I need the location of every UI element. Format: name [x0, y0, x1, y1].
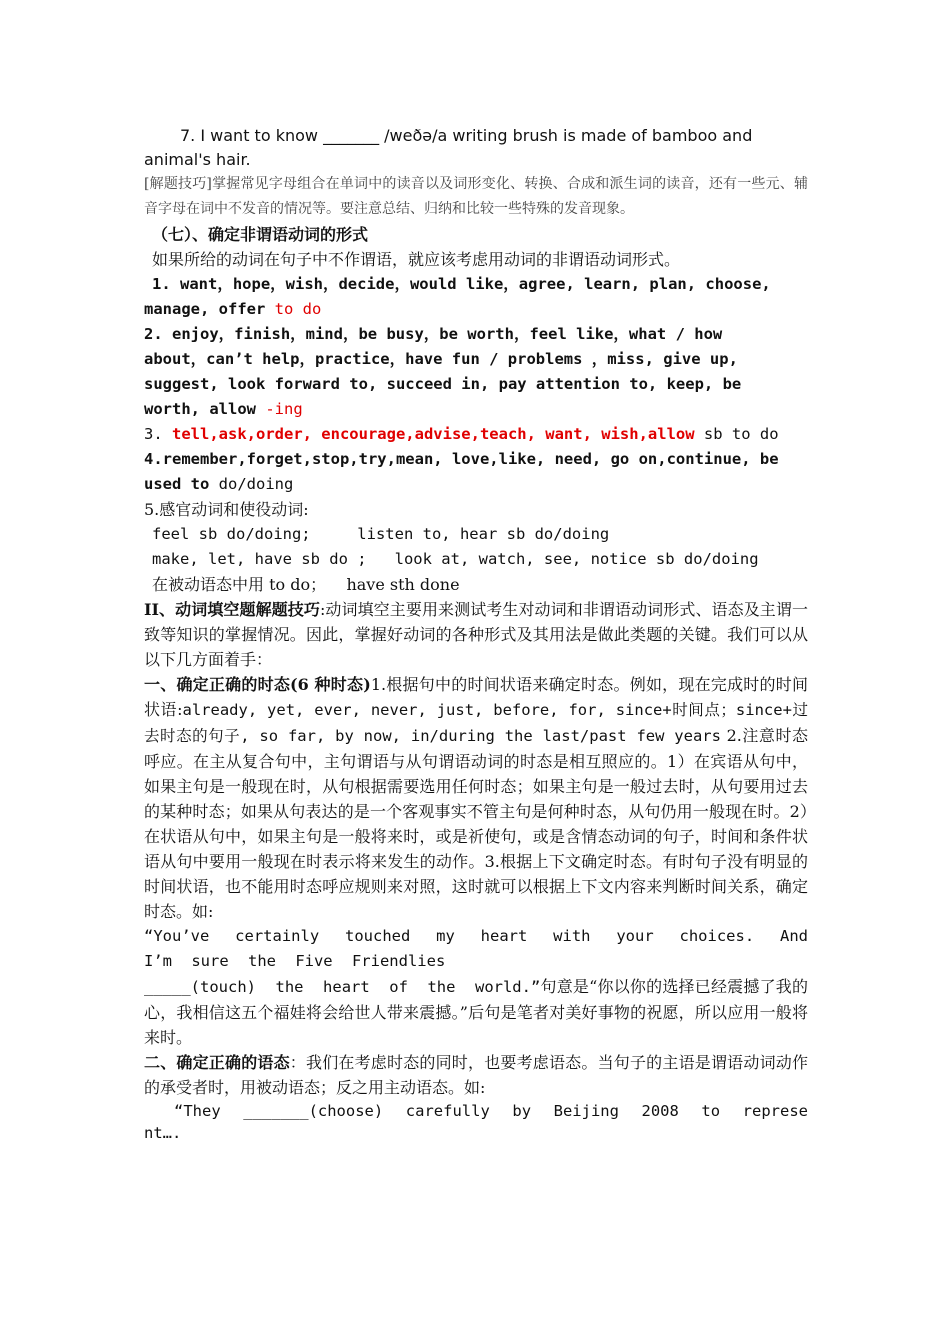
list-item-5-heading: 5.感官动词和使役动词:: [144, 500, 309, 519]
voice-heading: 二、确定正确的语态: [144, 1053, 290, 1072]
document-page: [144, 124, 808, 1144]
tense-paragraph: [144, 672, 808, 924]
list-item-4-bold: used to: [144, 475, 210, 493]
list-item-2-line-4: [144, 397, 808, 422]
question-7-line-1: 7. I want to know _______ /weðə/a writing brush is made of bamboo and: [180, 126, 753, 145]
list-item-1-highlight: to do: [274, 300, 322, 318]
tense-example-line-1: “You’ve certainly touched my heart with your choices. And: [144, 927, 808, 945]
voice-example-line-1: “They _______(choose) carefully by Beijing 2008 to represe: [174, 1102, 808, 1120]
tense-example-explanation: 句意是“你以你的选择已经震撼了我的心，我相信这五个福娃将会给世人带来震撼。”后句是笔者对美好事物的祝愿，所以应用一般将来时。: [144, 977, 808, 1047]
section-7-heading: （七）、确定非谓语动词的形式: [152, 225, 369, 244]
tense-time-adverbials: already, yet, ever, never, just, before, for, since+时间点；since+过去时态的句子, so far, by now, in/during the last/past few years: [144, 701, 808, 745]
list-item-3-number: 3.: [144, 425, 172, 443]
part-2-text: :动词填空主要用来测试考生对动词和非谓语动词形式、语态及主谓一致等知识的掌握情况。因此，掌握好动词的各种形式及其用法是做此类题的关键。我们可以从以下几方面着手：: [144, 600, 808, 669]
list-item-2-highlight: -ing: [265, 400, 303, 418]
tense-example-line-3: [144, 974, 808, 1050]
list-item-1-line-1: 1. want，hope，wish，decide，would like，agree, learn, plan, choose,: [152, 275, 771, 293]
list-item-2-line-1: 2. enjoy，finish，mind，be busy，be worth，feel like，what / how: [144, 325, 723, 343]
voice-text: ：我们在考虑时态的同时，也要考虑语态。当句子的主语是谓语动词动作的承受者时，用被动语态；反之用主动语态。如:: [144, 1053, 808, 1097]
list-item-2-text: worth, allow: [144, 400, 266, 418]
part-2-heading: II、动词填空题解题技巧: [144, 600, 320, 619]
list-item-2-line-3: suggest, look forward to, succeed in, pay attention to, keep, be: [144, 375, 742, 393]
list-item-5-line-1: feel sb do/doing; listen to, hear sb do/doing: [152, 525, 610, 543]
solving-tip: [解题技巧]掌握常见字母组合在单词中的读音以及词形变化、转换、合成和派生词的读音，还有一些元、辅音字母在词中不发音的情况等。要注意总结、归纳和比较一些特殊的发音现象。: [144, 176, 808, 217]
list-item-4-rest: do/doing: [209, 475, 294, 493]
tense-text-2: 2.注意时态呼应。在主从复合句中，主句谓语与从句谓语动词的时态是相互照应的。1）在宾语从句中，如果主句是一般现在时，从句根据需要选用任何时态；如果主句是一般过去时，从句要用过去的某种时态；如果从句表达的是一个客观事实不管主句是何种时态，从句仍用一般现在时。2）在状语从句中，如果主句是一般将来时，或是祈使句，或是含情态动词的句子，时间和条件状语从句中要用一般现在时表示将来发生的动作。3.根据上下文确定时态。有时句子没有明显的时间状语，也不能用时态呼应规则来对照，这时就可以根据上下文内容来判断时间关系，确定时态。如:: [144, 726, 809, 921]
voice-example-line-2: nt….: [144, 1124, 182, 1142]
list-item-3: [144, 422, 808, 447]
list-item-2-line-2: about，can’t help，practice，have fun / problems ，miss, give up,: [144, 350, 738, 368]
list-item-3-text: sb to do: [694, 425, 779, 443]
tense-heading: 一、确定正确的时态(6 种时态): [144, 675, 371, 694]
list-item-4-line-2: [144, 472, 808, 497]
list-item-5-line-2: make, let, have sb do ; look at, watch, see, notice sb do/doing: [152, 550, 759, 568]
part-2-paragraph: [144, 597, 808, 672]
tense-example-line-2: I’m sure the Five Friendlies: [144, 952, 446, 970]
list-item-4-line-1: 4.remember,forget,stop,try,mean, love,like, need, go on,continue, be: [144, 450, 779, 468]
list-item-3-highlight: tell,ask,order, encourage,advise,teach, want, wish,allow: [172, 425, 695, 443]
question-7-line-2: animal's hair.: [144, 150, 251, 169]
list-item-1-text: manage, offer: [144, 300, 275, 318]
section-7-intro: 如果所给的动词在句子中不作谓语，就应该考虑用动词的非谓语动词形式。: [152, 250, 681, 269]
tense-text-1: 1.根据句中的时间状语来确定时态。例如，现在完成时的时间状语:: [144, 675, 808, 719]
tense-example-blank: _____(touch) the heart of the world.”: [144, 978, 541, 996]
list-item-5-line-3: 在被动语态中用 to do； have sth done: [152, 575, 460, 594]
voice-paragraph: [144, 1050, 808, 1100]
list-item-1-line-2: [144, 297, 808, 322]
